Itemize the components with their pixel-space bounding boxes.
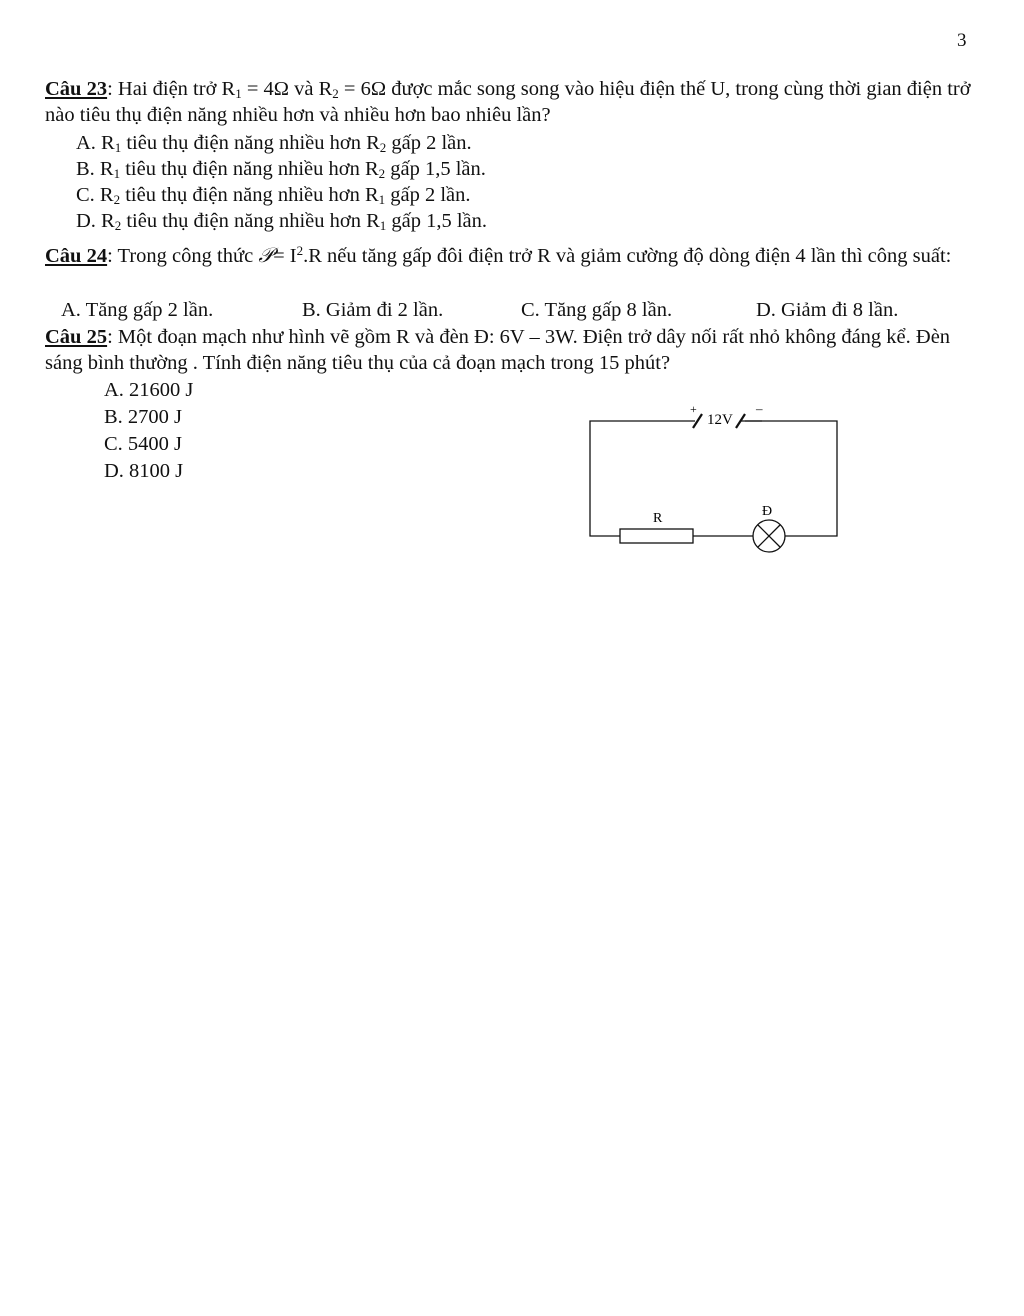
question-25-stem: Câu 25: Một đoạn mạch như hình vẽ gồm R và đèn Đ: 6V – 3W. Điện trở dây nối rất nhỏ không đáng kể. Đèn sáng bình thường . Tính điện năng tiêu thụ của cả đoạn mạch trong 15 phút? — [45, 326, 951, 374]
question-24-stem: Câu 24: Trong công thức 𝒫= $I^2.R$ nếu tăng gấp đôi điện trở R và giảm cường độ dòng điện 4 lần thì công suất: — [45, 243, 952, 267]
q23-option-c: C. $R_2$ tiêu thụ điện năng nhiều hơn $R_1$ gấp 2 lần. — [76, 184, 471, 207]
q25-option-d: D. 8100 J — [104, 460, 184, 482]
q23-option-b: B. $R_1$ tiêu thụ điện năng nhiều hơn $R_2$ gấp 1,5 lần. — [76, 158, 486, 181]
resistor-symbol — [620, 529, 693, 543]
question-25-label: Câu 25 — [45, 326, 108, 348]
lamp-symbol — [753, 520, 785, 552]
q23-option-d: D. $R_2$ tiêu thụ điện năng nhiều hơn $R_1$ gấp 1,5 lần. — [76, 210, 488, 233]
q25-option-c: C. 5400 J — [104, 433, 183, 455]
q23-text-a: : Hai điện trở R — [107, 78, 236, 100]
wire-right — [740, 421, 837, 536]
page-number: 3 — [957, 30, 967, 51]
q23-text-b: = 4Ω và R — [241, 78, 333, 100]
question-23-label: Câu 23 — [45, 78, 108, 100]
q24-option-d: D. Giảm đi 8 lần. — [756, 299, 899, 321]
q23-text-c: = 6Ω được mắc song song vào hiệu điện thế U, trong cùng thời gian điện trở nào tiêu thụ điện năng nhiều hơn và nhiều hơn bao nhiêu lần? — [45, 78, 971, 126]
q24-option-b: B. Giảm đi 2 lần. — [302, 299, 444, 321]
wire-left — [590, 421, 695, 536]
q23-r1-sub: 1 — [235, 86, 242, 101]
q23-r2-sub: 2 — [332, 86, 339, 101]
question-23-stem — [45, 76, 975, 128]
q24-option-a: A. Tăng gấp 2 lần. — [61, 299, 214, 321]
plus-sign: + — [690, 402, 697, 416]
power-symbol: 𝒫 — [258, 243, 274, 267]
lamp-label: Đ — [762, 504, 773, 519]
q25-option-b: B. 2700 J — [104, 406, 183, 428]
question-24-label: Câu 24 — [45, 245, 108, 267]
minus-sign: – — [756, 401, 763, 416]
resistor-label: R — [653, 511, 663, 526]
source-voltage-label: 12V — [707, 412, 733, 428]
circuit-diagram — [580, 395, 850, 560]
q23-option-a: A. $R_1$ tiêu thụ điện năng nhiều hơn $R_2$ gấp 2 lần. — [76, 132, 472, 155]
q24-option-c: C. Tăng gấp 8 lần. — [521, 299, 673, 321]
q25-option-a: A. 21600 J — [104, 379, 194, 401]
